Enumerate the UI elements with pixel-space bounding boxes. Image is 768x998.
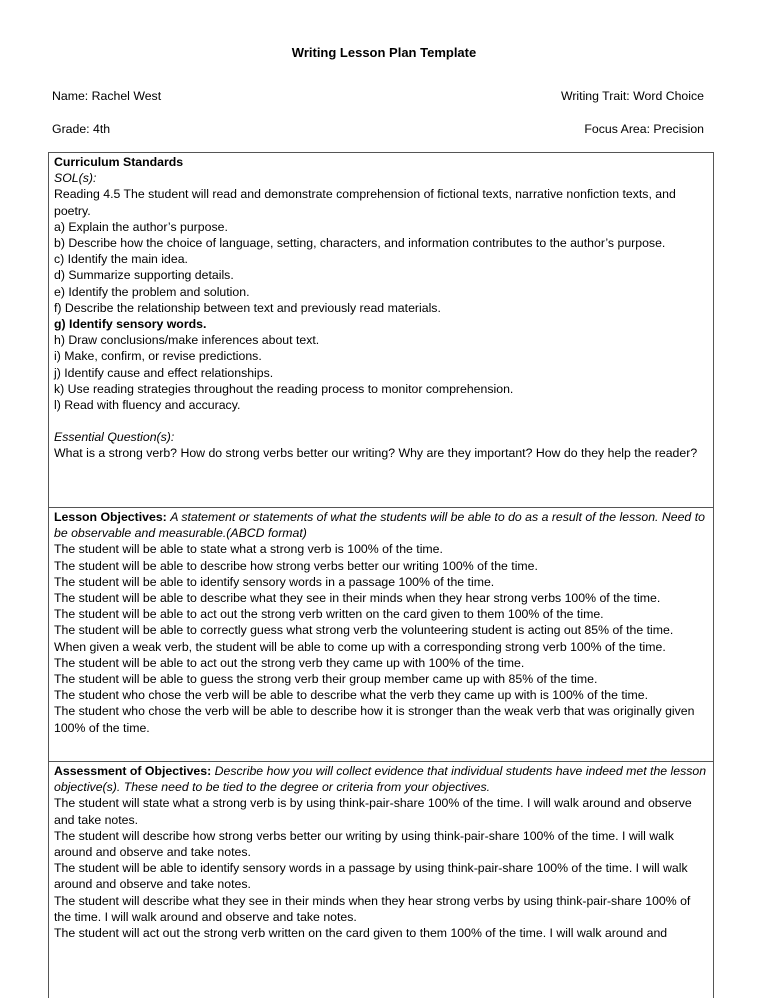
sol-item: i) Make, confirm, or revise predictions. bbox=[54, 349, 262, 364]
essential-question-text: What is a strong verb? How do strong verbs better our writing? Why are they important? How do they help the reader? bbox=[54, 446, 698, 461]
assessment-item: The student will be able to identify sensory words in a passage by using think-pair-share 100% of the time. I will walk around and observe and take notes. bbox=[54, 861, 688, 892]
curriculum-standards-cell bbox=[49, 153, 713, 508]
teacher-name: Name: Rachel West bbox=[52, 89, 162, 103]
sol-item: k) Use reading strategies throughout the reading process to monitor comprehension. bbox=[54, 381, 514, 396]
objective-item: When given a weak verb, the student will be able to come up with a corresponding strong verb 100% of the time. bbox=[54, 639, 666, 654]
spacer bbox=[54, 413, 708, 429]
sol-item-highlighted: g) Identify sensory words. bbox=[54, 317, 207, 332]
sol-item: a) Explain the author’s purpose. bbox=[54, 219, 228, 234]
curriculum-heading: Curriculum Standards bbox=[54, 155, 184, 169]
objective-item: The student will be able to correctly guess what strong verb the volunteering student is acting out 85% of the time. bbox=[54, 623, 674, 638]
sol-item: d) Summarize supporting details. bbox=[54, 268, 234, 283]
sol-item: c) Identify the main idea. bbox=[54, 252, 188, 267]
lesson-plan-table bbox=[48, 152, 714, 998]
sol-item: h) Draw conclusions/make inferences about text. bbox=[54, 333, 320, 348]
sol-item: l) Read with fluency and accuracy. bbox=[54, 398, 241, 413]
essential-question-label: Essential Question(s): bbox=[54, 430, 175, 445]
assessment-cell bbox=[49, 762, 713, 998]
meta-row-1 bbox=[52, 88, 704, 104]
assessment-item: The student will describe how strong verbs better our writing by using think-pair-share 100% of the time. I will walk around and observe and take notes. bbox=[54, 828, 674, 860]
objective-item: The student will be able to describe what they see in their minds when they hear strong verbs 100% of the time. bbox=[54, 591, 661, 606]
focus-area: Focus Area: Precision bbox=[584, 122, 704, 136]
sol-item: j) Identify cause and effect relationships. bbox=[54, 365, 274, 380]
objective-item: The student will be able to state what a strong verb is 100% of the time. bbox=[54, 542, 443, 557]
objectives-description: A statement or statements of what the students will be able to do as a result of the lesson. Need to be observable and measurable.(ABCD format) bbox=[54, 510, 705, 541]
objectives-label: Lesson Objectives: bbox=[54, 510, 167, 524]
meta-row-2 bbox=[52, 121, 704, 137]
assessment-intro bbox=[54, 763, 708, 795]
sol-text: Reading 4.5 The student will read and demonstrate comprehension of fictional texts, narrative nonfiction texts, and poetry. bbox=[54, 187, 676, 218]
document-title: Writing Lesson Plan Template bbox=[291, 45, 477, 60]
sol-item: b) Describe how the choice of language, setting, characters, and information contributes to the author’s purpose. bbox=[54, 236, 666, 251]
lesson-objectives-cell bbox=[49, 508, 713, 762]
objective-item: The student will be able to act out the strong verb written on the card given to them 100% of the time. bbox=[54, 607, 604, 622]
writing-trait: Writing Trait: Word Choice bbox=[560, 89, 704, 103]
objective-item: The student will be able to guess the strong verb their group member came up with 85% of the time. bbox=[54, 672, 598, 687]
objective-item: The student will be able to act out the strong verb they came up with 100% of the time. bbox=[54, 655, 525, 670]
objectives-intro bbox=[54, 509, 708, 541]
assessment-item: The student will act out the strong verb written on the card given to them 100% of the time. I will walk around and bbox=[54, 926, 668, 941]
objective-item: The student will be able to identify sensory words in a passage 100% of the time. bbox=[54, 574, 495, 589]
grade-level: Grade: 4th bbox=[52, 122, 111, 136]
sol-item: e) Identify the problem and solution. bbox=[54, 284, 250, 299]
sol-item: f) Describe the relationship between text and previously read materials. bbox=[54, 300, 441, 315]
assessment-item: The student will state what a strong verb is by using think-pair-share 100% of the time. I will walk around and observe and take notes. bbox=[54, 796, 692, 827]
sol-label: SOL(s): bbox=[54, 171, 97, 186]
objective-item: The student will be able to describe how strong verbs better our writing 100% of the time. bbox=[54, 558, 538, 573]
assessment-description: Describe how you will collect evidence that individual students have indeed met the lesson objective(s). These need to be tied to the degree or criteria from your objectives. bbox=[54, 764, 707, 795]
objective-item: The student who chose the verb will be able to describe how it is stronger than the weak verb that was originally given 100% of the time. bbox=[54, 704, 695, 735]
assessment-label: Assessment of Objectives: bbox=[54, 764, 212, 778]
assessment-item: The student will describe what they see in their minds when they hear strong verbs by using think-pair-share 100% of the time. I will walk around and observe and take notes. bbox=[54, 893, 691, 924]
objective-item: The student who chose the verb will be able to describe what the verb they came up with is 100% of the time. bbox=[54, 688, 648, 703]
